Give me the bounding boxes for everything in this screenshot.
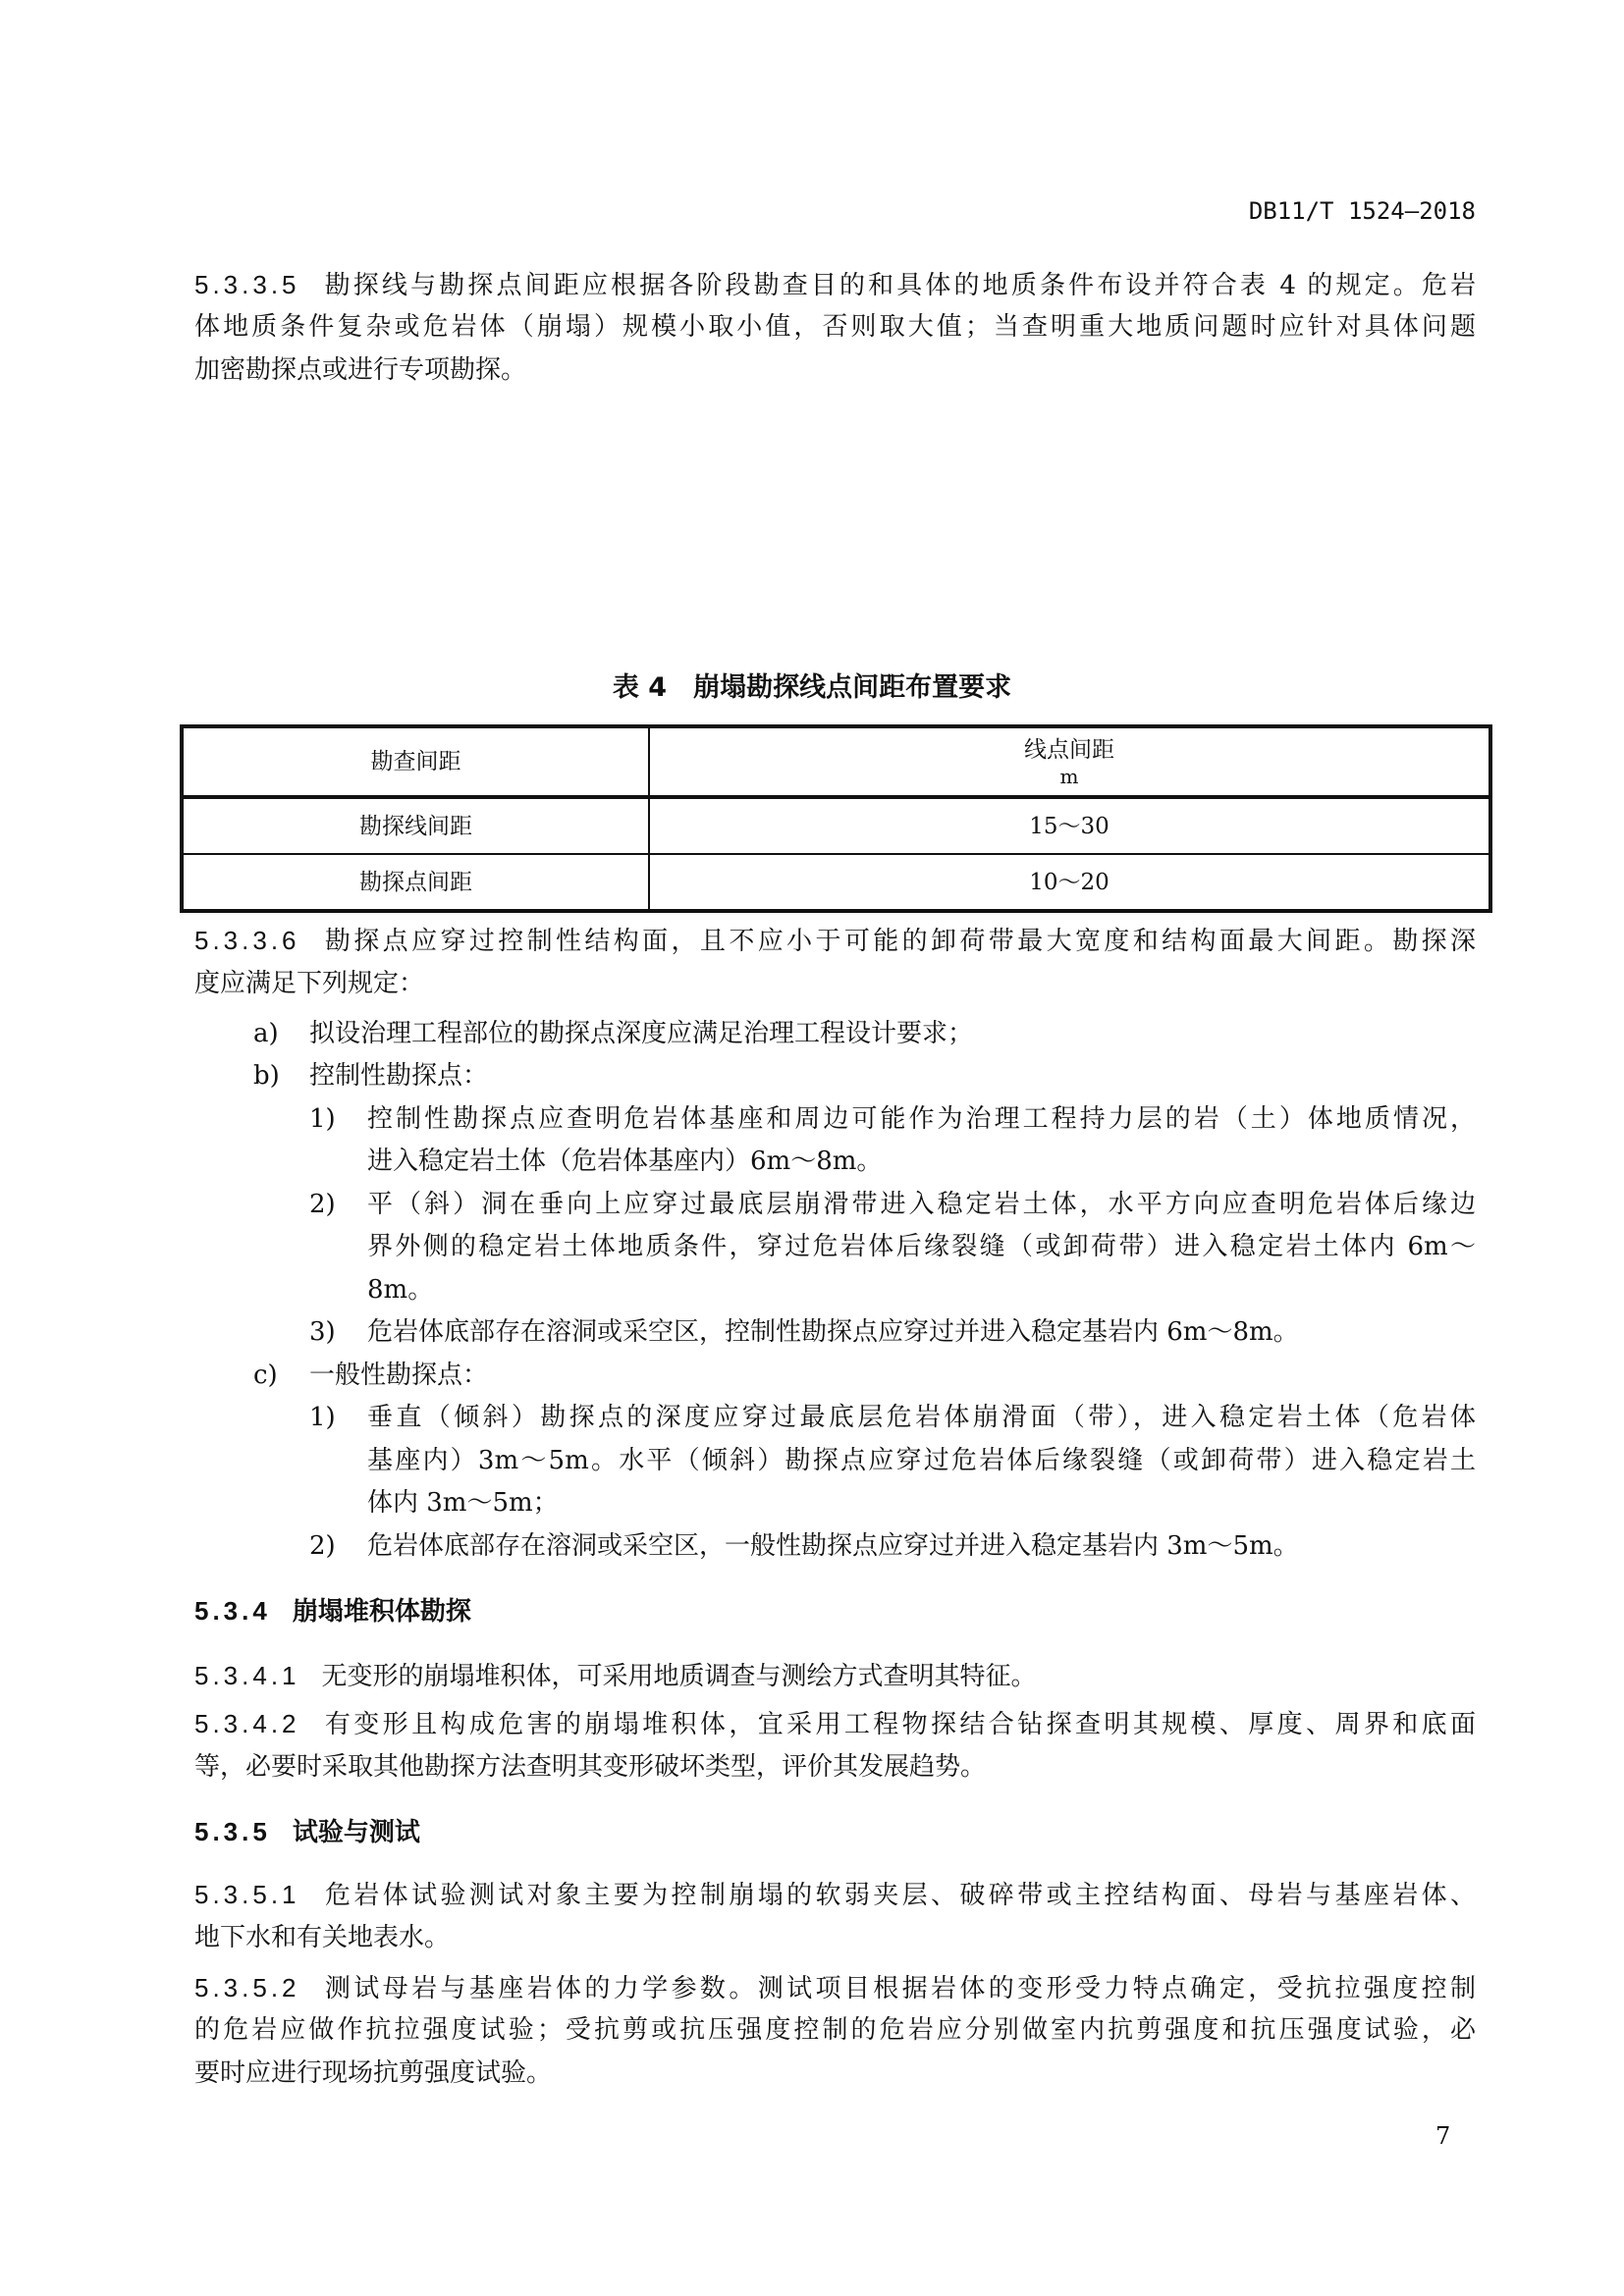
paragraph-line (194, 1709, 1476, 1739)
table-cell: 勘探点间距 (182, 854, 649, 911)
table-header-row (182, 726, 1490, 797)
paragraph-line: 的危岩应做作抗拉强度试验；受抗剪或抗压强度控制的危岩应分别做室内抗剪强度和抗压强度试验，必 (194, 2015, 1476, 2045)
paragraph-line: 要时应进行现场抗剪强度试验。 (194, 2058, 553, 2088)
list-item: 一般性勘探点： (309, 1361, 489, 1390)
header-unit: m (1059, 765, 1079, 788)
sublist-label: 2) (309, 1190, 336, 1219)
table-cell: 勘探线间距 (182, 797, 649, 854)
clause-number: 5.3.3.5 (194, 270, 300, 299)
table-cell: 10～20 (649, 854, 1490, 911)
text: 勘探点应穿过控制性结构面，且不应小于可能的卸荷带最大宽度和结构面最大间距。勘探深 (321, 927, 1476, 956)
section-heading (194, 1817, 420, 1847)
paragraph-line (194, 270, 1476, 300)
sublist-line: 基座内）3m～5m。水平（倾斜）勘探点应穿过危岩体后缘裂缝（或卸荷带）进入稳定岩土 (367, 1446, 1476, 1475)
paragraph-line: 地下水和有关地表水。 (194, 1923, 451, 1952)
sublist-line: 危岩体底部存在溶洞或采空区，一般性勘探点应穿过并进入稳定基岩内 3m～5m。 (367, 1531, 1299, 1561)
paragraph-line (194, 1880, 1476, 1910)
sublist-line: 进入稳定岩土体（危岩体基座内）6m～8m。 (367, 1147, 883, 1176)
text: 测试母岩与基座岩体的力学参数。测试项目根据岩体的变形受力特点确定，受抗拉强度控制 (321, 1974, 1476, 2003)
sublist-label: 1) (309, 1104, 336, 1134)
paragraph-line (194, 1661, 1037, 1691)
sublist-line: 体内 3m～5m； (367, 1488, 559, 1518)
clause-number: 5.3.5.2 (194, 1973, 300, 2002)
sublist-line: 垂直（倾斜）勘探点的深度应穿过最底层危岩体崩滑面（带），进入稳定岩土体（危岩体 (367, 1403, 1476, 1432)
paragraph-line: 度应满足下列规定： (194, 969, 425, 998)
clause-number: 5.3.4.1 (194, 1661, 300, 1690)
page-number: 7 (1435, 2122, 1451, 2150)
list-item: 拟设治理工程部位的勘探点深度应满足治理工程设计要求； (309, 1019, 974, 1048)
text: 危岩体试验测试对象主要为控制崩塌的软弱夹层、破碎带或主控结构面、母岩与基座岩体、 (321, 1881, 1476, 1910)
paragraph-line: 体地质条件复杂或危岩体（崩塌）规模小取小值，否则取大值；当查明重大地质问题时应针对具体问题 (194, 312, 1476, 342)
paragraph-line: 加密勘探点或进行专项勘探。 (194, 355, 527, 385)
header-cell (649, 726, 1490, 797)
section-title: 崩塌堆积体勘探 (292, 1597, 471, 1627)
sublist-label: 2) (309, 1531, 336, 1561)
clause-number: 5.3.4.2 (194, 1709, 300, 1738)
sublist-line: 界外侧的稳定岩土体地质条件，穿过危岩体后缘裂缝（或卸荷带）进入稳定岩土体内 6m～ (367, 1232, 1476, 1261)
sublist-line: 8m。 (367, 1275, 434, 1305)
list-label: b) (253, 1061, 280, 1091)
sublist-line: 平（斜）洞在垂向上应穿过最底层崩滑带进入稳定岩土体，水平方向应查明危岩体后缘边 (367, 1190, 1476, 1219)
list-label: c) (253, 1361, 278, 1390)
paragraph-line: 等，必要时采取其他勘探方法查明其变形破坏类型，评价其发展趋势。 (194, 1752, 987, 1782)
text: 勘探线与勘探点间距应根据各阶段勘查目的和具体的地质条件布设并符合表 4 的规定。危岩 (321, 271, 1476, 300)
header-label: 线点间距 (1024, 737, 1114, 763)
table-row (182, 797, 1490, 854)
clause-number: 5.3.3.6 (194, 926, 300, 955)
section-number: 5.3.4 (194, 1596, 271, 1626)
paragraph-line (194, 1973, 1476, 2003)
section-number: 5.3.5 (194, 1817, 271, 1846)
sublist-line: 危岩体底部存在溶洞或采空区，控制性勘探点应穿过并进入稳定基岩内 6m～8m。 (367, 1317, 1299, 1347)
table-cell: 15～30 (649, 797, 1490, 854)
paragraph-line (194, 926, 1476, 956)
sublist-label: 1) (309, 1403, 336, 1432)
section-heading (194, 1596, 471, 1627)
table-row (182, 854, 1490, 911)
sublist-line: 控制性勘探点应查明危岩体基座和周边可能作为治理工程持力层的岩（土）体地质情况， (367, 1104, 1476, 1134)
clause-number: 5.3.5.1 (194, 1880, 300, 1909)
sublist-label: 3) (309, 1317, 336, 1347)
list-item: 控制性勘探点： (309, 1061, 489, 1091)
spacing-table (180, 724, 1492, 913)
header-cell: 勘查间距 (182, 726, 649, 797)
section-title: 试验与测试 (292, 1818, 420, 1847)
text: 有变形且构成危害的崩塌堆积体，宜采用工程物探结合钻探查明其规模、厚度、周界和底面 (321, 1710, 1476, 1739)
text: 无变形的崩塌堆积体，可采用地质调查与测绘方式查明其特征。 (321, 1662, 1037, 1691)
document-code: DB11/T 1524—2018 (1248, 197, 1476, 225)
table-caption: 表 4 崩塌勘探线点间距布置要求 (612, 672, 1012, 703)
list-label: a) (253, 1019, 279, 1048)
